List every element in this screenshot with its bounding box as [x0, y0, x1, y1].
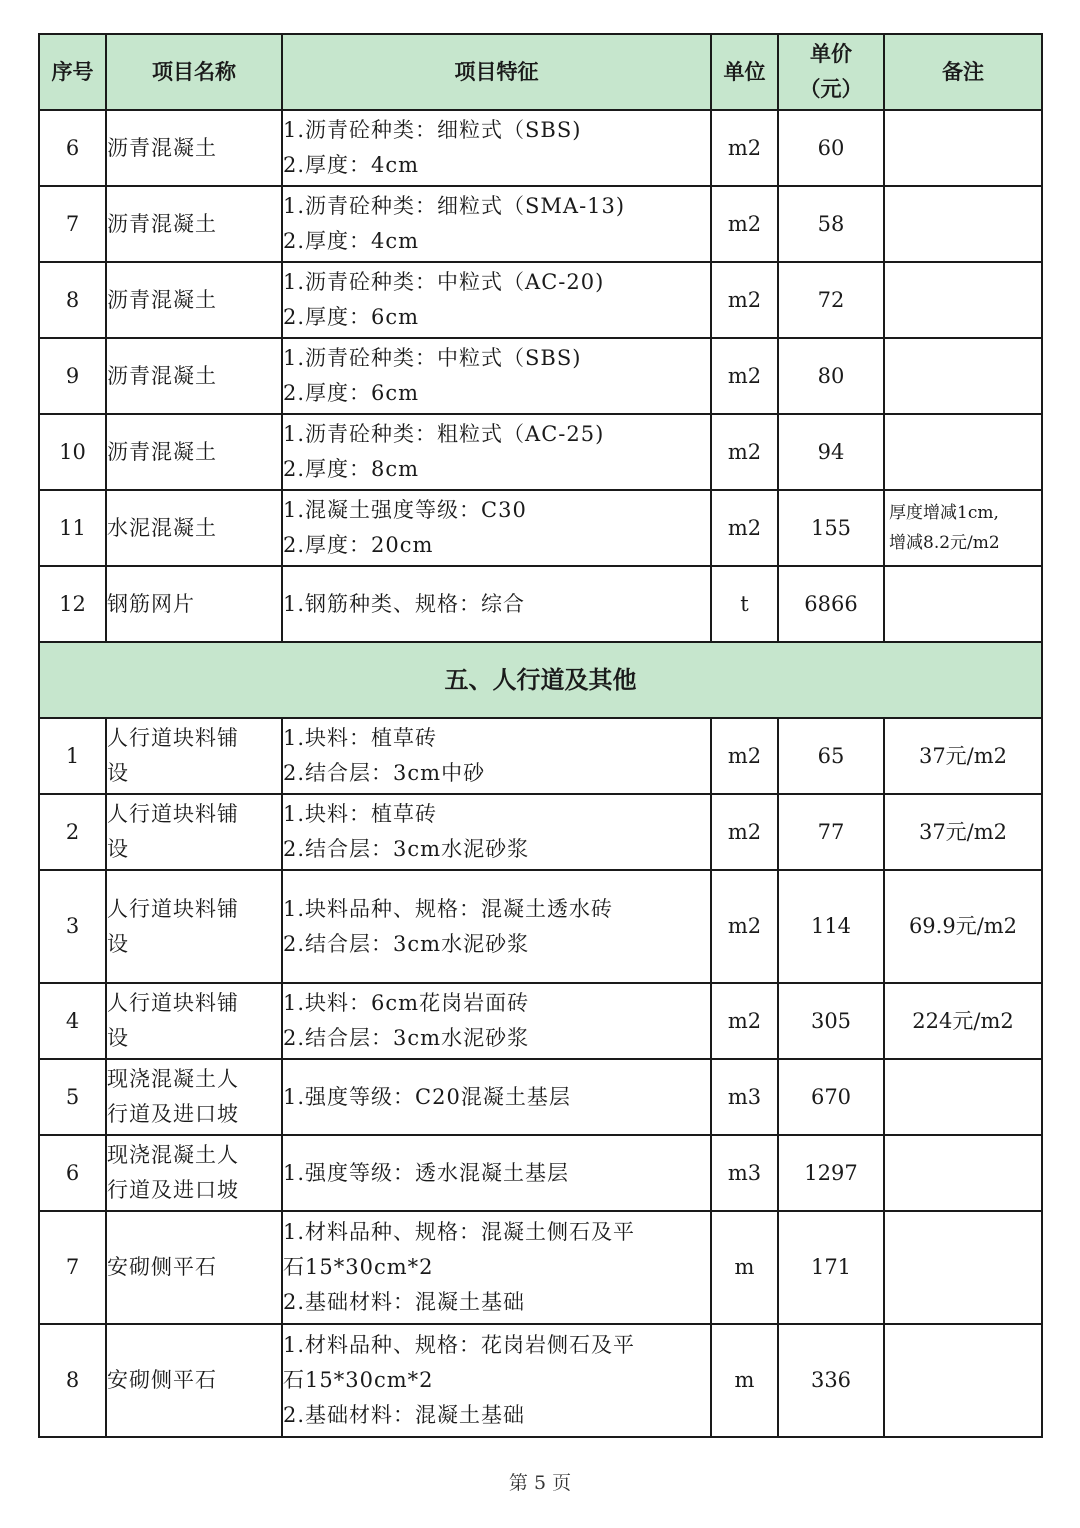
cell-no: 1	[39, 718, 106, 794]
cell-no: 4	[39, 983, 106, 1059]
cell-price: 171	[778, 1211, 884, 1324]
cell-feature-line: 2.结合层：3cm水泥砂浆	[283, 1026, 530, 1050]
cell-price: 72	[778, 262, 884, 338]
table-row	[39, 110, 1042, 186]
cell-price: 155	[778, 490, 884, 566]
cell-name	[106, 110, 282, 186]
cell-note-line: 37元/m2	[918, 743, 1008, 768]
cell-feature	[282, 566, 711, 642]
cell-name-line: 沥青混凝土	[107, 363, 217, 388]
cell-unit: m3	[711, 1059, 778, 1135]
cell-note-line: 增减8.2元/m2	[889, 533, 1000, 553]
cell-price: 65	[778, 718, 884, 794]
cell-name	[106, 414, 282, 490]
cell-name-line: 现浇混凝土人	[107, 1143, 239, 1167]
cell-feature	[282, 794, 711, 870]
cell-feature-line: 1.块料：6cm花岗岩面砖	[283, 991, 530, 1015]
table-row	[39, 414, 1042, 490]
cell-name	[106, 1059, 282, 1135]
cell-name-line: 设	[107, 761, 129, 785]
cell-name	[106, 338, 282, 414]
cell-note	[884, 414, 1042, 490]
table-row	[39, 1211, 1042, 1324]
cell-feature	[282, 718, 711, 794]
cell-name-line: 行道及进口坡	[107, 1178, 239, 1202]
cell-note	[884, 1135, 1042, 1211]
cell-feature-line: 2.厚度：6cm	[283, 381, 420, 405]
table-row	[39, 490, 1042, 566]
cell-unit: m2	[711, 110, 778, 186]
cell-feature-line: 1.沥青砼种类：粗粒式（AC-25)	[283, 422, 605, 446]
cell-no: 9	[39, 338, 106, 414]
cell-unit: m3	[711, 1135, 778, 1211]
table-row	[39, 1135, 1042, 1211]
cell-no: 3	[39, 870, 106, 983]
header-price-line1: 单价	[810, 42, 852, 66]
cell-name-line: 安砌侧平石	[107, 1368, 217, 1392]
cell-no: 7	[39, 1211, 106, 1324]
cell-note	[884, 870, 1042, 983]
cell-name-line: 行道及进口坡	[107, 1102, 239, 1126]
table-section	[39, 642, 1042, 718]
section-row	[39, 642, 1042, 718]
cell-price: 114	[778, 870, 884, 983]
cell-name-line: 人行道块料铺	[107, 726, 239, 750]
cell-feature-line: 1.块料：植草砖	[283, 726, 438, 750]
cell-note	[884, 1324, 1042, 1437]
cell-name	[106, 186, 282, 262]
cell-unit: m2	[711, 338, 778, 414]
cell-name	[106, 1324, 282, 1437]
cell-feature-line: 2.基础材料：混凝土基础	[283, 1403, 526, 1427]
cell-feature-line: 2.厚度：20cm	[283, 533, 434, 557]
table-row	[39, 718, 1042, 794]
cell-feature	[282, 983, 711, 1059]
cell-note-line: 厚度增减1cm,	[889, 503, 999, 523]
table-header-row	[39, 34, 1042, 110]
cell-feature	[282, 262, 711, 338]
cell-price: 1297	[778, 1135, 884, 1211]
cell-unit: m2	[711, 983, 778, 1059]
table-row	[39, 262, 1042, 338]
header-unit: 单位	[711, 34, 778, 110]
cell-feature-line: 2.厚度：4cm	[283, 229, 420, 253]
table-row	[39, 338, 1042, 414]
cell-note	[884, 718, 1042, 794]
table-row	[39, 566, 1042, 642]
cell-unit: t	[711, 566, 778, 642]
cell-price: 94	[778, 414, 884, 490]
cell-feature-line: 石15*30cm*2	[283, 1368, 434, 1392]
cell-name-line: 人行道块料铺	[107, 896, 239, 921]
cell-feature-line: 1.块料：植草砖	[283, 802, 438, 826]
table-row	[39, 1059, 1042, 1135]
cell-price: 60	[778, 110, 884, 186]
cell-name	[106, 1211, 282, 1324]
cell-no: 8	[39, 1324, 106, 1437]
cell-name	[106, 983, 282, 1059]
cell-feature	[282, 110, 711, 186]
table-body-road	[39, 110, 1042, 642]
cell-unit: m2	[711, 870, 778, 983]
cell-feature	[282, 870, 711, 983]
cell-name-line: 设	[107, 837, 129, 861]
header-name: 项目名称	[106, 34, 282, 110]
cell-feature	[282, 1059, 711, 1135]
table-row	[39, 794, 1042, 870]
page-number: 第 5 页	[508, 1472, 572, 1494]
cell-name	[106, 262, 282, 338]
cell-feature-line: 2.厚度：4cm	[283, 153, 420, 177]
cell-feature	[282, 490, 711, 566]
cell-name	[106, 490, 282, 566]
cell-unit: m2	[711, 262, 778, 338]
table-row	[39, 1324, 1042, 1437]
cell-note	[884, 566, 1042, 642]
cell-feature-line: 1.材料品种、规格：混凝土侧石及平	[283, 1220, 636, 1244]
cell-name-line: 沥青混凝土	[107, 287, 217, 312]
cell-note	[884, 794, 1042, 870]
header-no: 序号	[39, 34, 106, 110]
cell-name-line: 沥青混凝土	[107, 439, 217, 464]
cell-feature-line: 1.块料品种、规格：混凝土透水砖	[283, 896, 614, 921]
cell-no: 2	[39, 794, 106, 870]
cell-name-line: 设	[107, 1026, 129, 1050]
cell-feature	[282, 1211, 711, 1324]
table-body-sidewalk	[39, 718, 1042, 1437]
cell-no: 12	[39, 566, 106, 642]
cell-name	[106, 1135, 282, 1211]
table-row	[39, 186, 1042, 262]
cell-note	[884, 338, 1042, 414]
cell-unit: m	[711, 1324, 778, 1437]
cell-no: 10	[39, 414, 106, 490]
header-note: 备注	[884, 34, 1042, 110]
cell-note	[884, 1211, 1042, 1324]
cell-feature-line: 1.沥青砼种类：细粒式（SBS)	[283, 118, 582, 142]
cell-no: 6	[39, 1135, 106, 1211]
cell-unit: m2	[711, 794, 778, 870]
cell-feature	[282, 1135, 711, 1211]
cell-feature-line: 1.沥青砼种类：细粒式（SMA-13)	[283, 194, 626, 218]
cell-no: 5	[39, 1059, 106, 1135]
cell-note	[884, 262, 1042, 338]
cell-note	[884, 1059, 1042, 1135]
cell-note	[884, 490, 1042, 566]
cell-unit: m2	[711, 414, 778, 490]
cell-name-line: 安砌侧平石	[107, 1255, 217, 1279]
cell-note-line: 37元/m2	[918, 819, 1008, 844]
cell-no: 7	[39, 186, 106, 262]
cell-feature-line: 1.沥青砼种类：中粒式（SBS)	[283, 346, 582, 370]
price-table	[38, 33, 1043, 1438]
table-row	[39, 870, 1042, 983]
cell-feature	[282, 186, 711, 262]
cell-feature-line: 2.结合层：3cm中砂	[283, 761, 486, 785]
cell-name	[106, 870, 282, 983]
cell-feature-line: 石15*30cm*2	[283, 1255, 434, 1279]
cell-name	[106, 566, 282, 642]
header-price-line2: （元）	[799, 77, 863, 101]
cell-no: 6	[39, 110, 106, 186]
cell-feature-line: 1.沥青砼种类：中粒式（AC-20)	[283, 270, 605, 294]
cell-feature	[282, 1324, 711, 1437]
cell-price: 77	[778, 794, 884, 870]
cell-feature-line: 2.结合层：3cm水泥砂浆	[283, 931, 530, 956]
header-price	[778, 34, 884, 110]
cell-no: 11	[39, 490, 106, 566]
cell-feature-line: 2.厚度：6cm	[283, 305, 420, 329]
cell-unit: m2	[711, 718, 778, 794]
cell-feature-line: 2.基础材料：混凝土基础	[283, 1290, 526, 1314]
cell-unit: m	[711, 1211, 778, 1324]
cell-price: 670	[778, 1059, 884, 1135]
cell-price: 6866	[778, 566, 884, 642]
cell-feature-line: 1.强度等级：透水混凝土基层	[283, 1160, 570, 1185]
cell-feature-line: 1.混凝土强度等级：C30	[283, 498, 527, 522]
cell-price: 58	[778, 186, 884, 262]
cell-name	[106, 794, 282, 870]
cell-price: 336	[778, 1324, 884, 1437]
cell-feature	[282, 414, 711, 490]
cell-note	[884, 110, 1042, 186]
cell-unit: m2	[711, 186, 778, 262]
cell-feature-line: 1.钢筋种类、规格：综合	[283, 591, 526, 616]
cell-name-line: 钢筋网片	[107, 591, 195, 616]
cell-no: 8	[39, 262, 106, 338]
cell-name-line: 人行道块料铺	[107, 991, 239, 1015]
cell-feature-line: 2.厚度：8cm	[283, 457, 420, 481]
table-row	[39, 983, 1042, 1059]
cell-name-line: 人行道块料铺	[107, 802, 239, 826]
cell-name-line: 水泥混凝土	[107, 515, 217, 540]
cell-name-line: 现浇混凝土人	[107, 1067, 239, 1091]
header-feature: 项目特征	[282, 34, 711, 110]
cell-feature	[282, 338, 711, 414]
cell-name-line: 沥青混凝土	[107, 135, 217, 160]
cell-note	[884, 186, 1042, 262]
cell-note	[884, 983, 1042, 1059]
cell-name	[106, 718, 282, 794]
cell-price: 80	[778, 338, 884, 414]
section-title: 五、人行道及其他	[39, 642, 1042, 718]
cell-price: 305	[778, 983, 884, 1059]
cell-unit: m2	[711, 490, 778, 566]
cell-feature-line: 2.结合层：3cm水泥砂浆	[283, 837, 530, 861]
cell-name-line: 沥青混凝土	[107, 211, 217, 236]
cell-note-line: 69.9元/m2	[908, 914, 1018, 938]
cell-feature-line: 1.强度等级：C20混凝土基层	[283, 1084, 571, 1109]
cell-note-line: 224元/m2	[912, 1008, 1014, 1033]
cell-feature-line: 1.材料品种、规格：花岗岩侧石及平	[283, 1333, 636, 1357]
cell-name-line: 设	[107, 931, 129, 956]
